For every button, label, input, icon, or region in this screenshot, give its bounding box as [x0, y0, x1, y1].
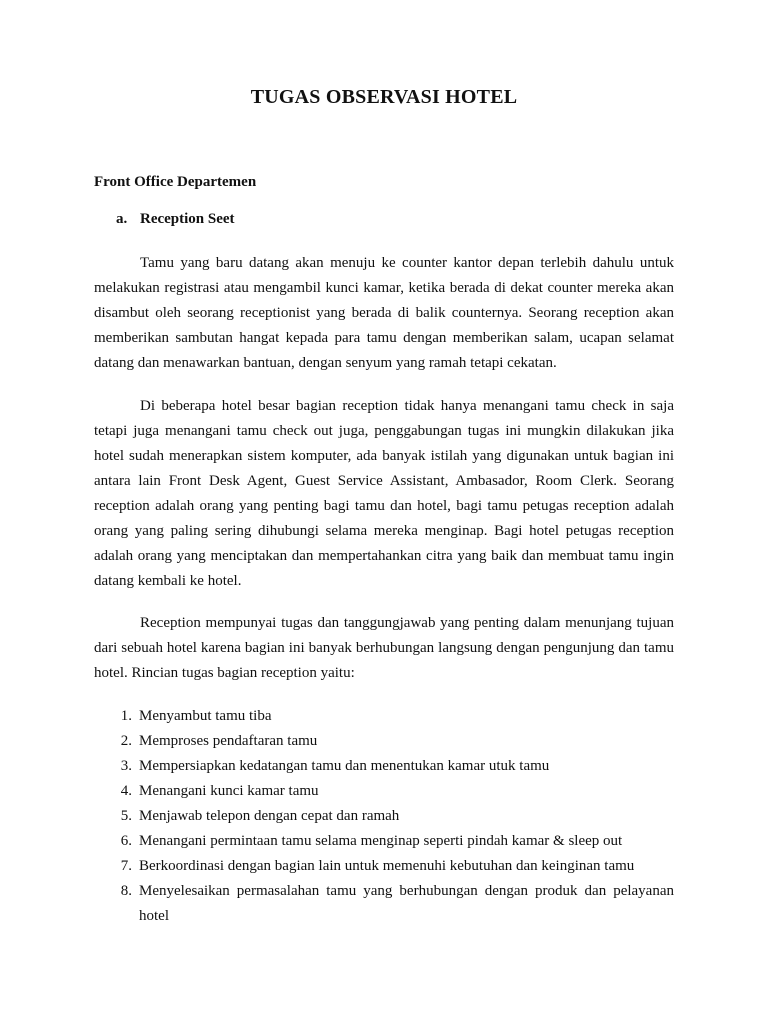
list-item-text: Menyambut tamu tiba — [139, 708, 272, 724]
list-item — [94, 854, 674, 879]
list-item-text: Menyelesaikan permasalahan tamu yang berhubungan dengan produk dan pelayanan hotel — [139, 883, 674, 924]
list-item — [94, 829, 674, 854]
section-marker: a. — [116, 211, 128, 227]
list-item-number: 5. — [120, 808, 132, 824]
list-item — [94, 704, 674, 729]
list-item-number: 3. — [120, 758, 132, 774]
paragraph-3: Reception mempunyai tugas dan tanggungjawab yang penting dalam menunjang tujuan dari sebuah hotel karena bagian ini banyak berhubungan langsung dengan pengunjung dan tamu hotel. Rincian tugas bagian reception yaitu: — [94, 615, 674, 681]
list-item-text: Memproses pendaftaran tamu — [139, 733, 318, 749]
list-item — [94, 804, 674, 829]
list-item-text: Menjawab telepon dengan cepat dan ramah — [139, 808, 400, 824]
list-item — [94, 754, 674, 779]
paragraph-1: Tamu yang baru datang akan menuju ke counter kantor depan terlebih dahulu untuk melakukan registrasi atau mengambil kunci kamar, ketika berada di dekat counter mereka akan disambut oleh seorang receptionist yang berada di balik counternya. Seorang reception akan memberikan sambutan hangat kepada para tamu dengan memberikan salam, ucapan selamat datang dan menawarkan bantuan, dengan senyum yang ramah tetapi cekatan. — [94, 255, 674, 371]
department-heading: Front Office Departemen — [94, 174, 257, 190]
paragraph-2: Di beberapa hotel besar bagian reception tidak hanya menangani tamu check in saja tetapi juga menangani tamu check out juga, penggabungan tugas ini mungkin dilakukan jika hotel sudah menerapkan sistem komputer, ada banyak istilah yang digunakan untuk bagian ini antara lain Front Desk Agent, Guest Service Assistant, Ambasador, Room Clerk. Seorang reception adalah orang yang penting bagi tamu dan hotel, bagi tamu petugas reception adalah orang yang paling sering dihubungi selama mereka menginap. Bagi hotel petugas reception adalah orang yang menciptakan dan mempertahankan citra yang baik dan membuat tamu ingin datang kembali ke hotel. — [94, 398, 674, 589]
list-item-number: 1. — [120, 708, 132, 724]
list-item — [94, 879, 674, 929]
section-heading — [116, 211, 235, 228]
list-item-text: Berkoordinasi dengan bagian lain untuk memenuhi kebutuhan dan keinginan tamu — [139, 858, 635, 874]
list-item-number: 2. — [120, 733, 132, 749]
task-list — [94, 704, 674, 929]
list-item — [94, 779, 674, 804]
list-item-text: Mempersiapkan kedatangan tamu dan menentukan kamar utuk tamu — [139, 758, 550, 774]
list-item-number: 4. — [120, 783, 132, 799]
list-item-number: 8. — [120, 883, 132, 899]
list-item-text: Menangani kunci kamar tamu — [139, 783, 319, 799]
section-title: Reception Seet — [140, 211, 235, 227]
list-item — [94, 729, 674, 754]
list-item-number: 6. — [120, 833, 132, 849]
list-item-number: 7. — [120, 858, 132, 874]
page-title: TUGAS OBSERVASI HOTEL — [250, 86, 518, 108]
list-item-text: Menangani permintaan tamu selama menginap seperti pindah kamar & sleep out — [139, 833, 623, 849]
